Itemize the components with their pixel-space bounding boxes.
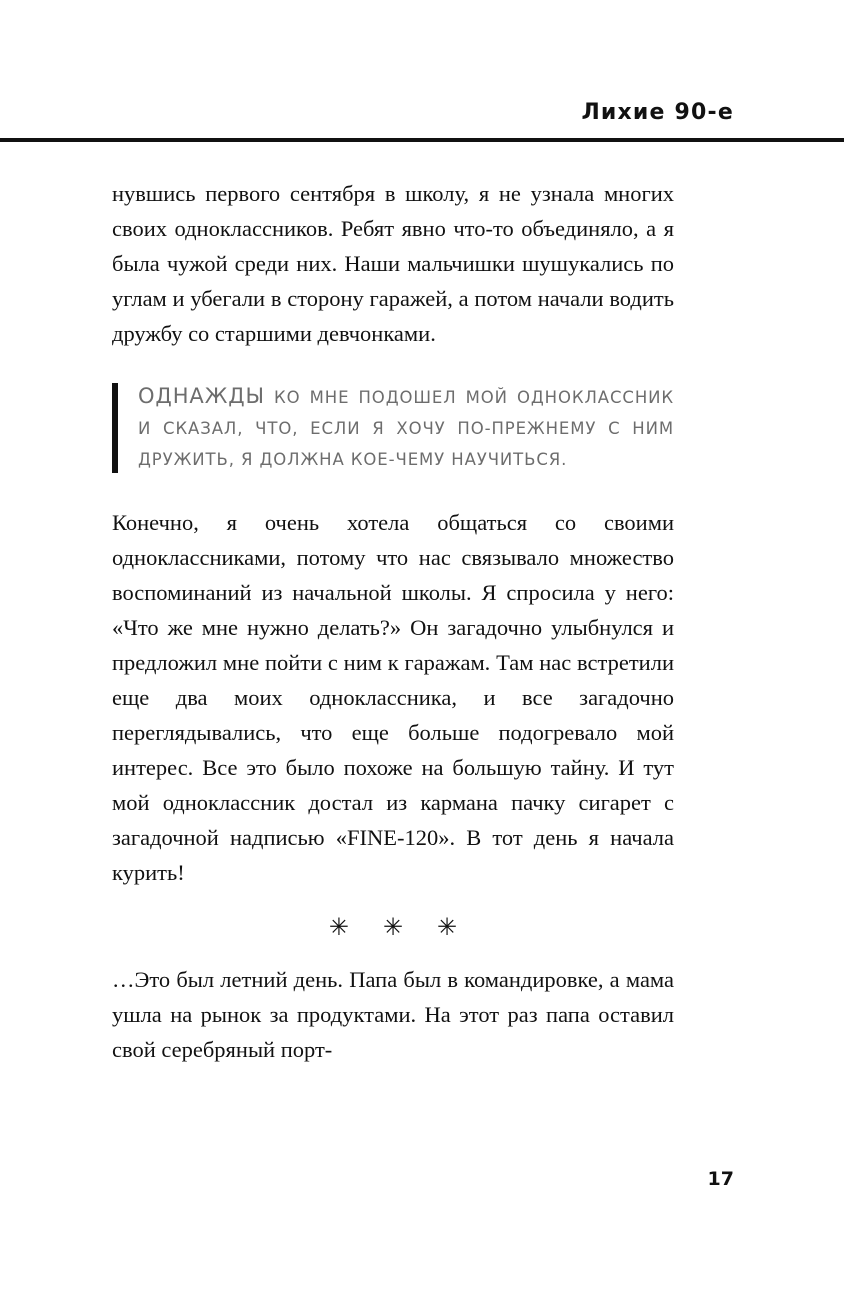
header-rule xyxy=(0,138,844,142)
spacer xyxy=(112,944,674,962)
pull-quote xyxy=(112,381,674,475)
paragraph-main: Конечно, я очень хотела общаться со своими одноклассниками, потому что нас связывало множество воспоминаний из начальной школы. Я спросила у него: «Что же мне нужно делать?» Он загадочно улыбнулся и предложил мне пойти с ним к гаражам. Там нас встретили еще два моих одноклассника, и все загадочно переглядывались, что еще больше подогревало мой интерес. Все это было похоже на большую тайну. И тут мой одноклассник достал из кармана пачку сигарет с загадочной надписью «FINE-120». В тот день я начала курить! xyxy=(112,510,674,885)
paragraph-continued: нувшись первого сентября в школу, я не узнала многих своих одноклассников. Ребят явно что-то объединяло, а я была чужой среди них. Наши мальчишки шушукались по углам и убегали в сторону гаражей, а потом начали водить дружбу со старшими девчонками. xyxy=(112,181,674,346)
pull-quote-bar xyxy=(112,383,118,473)
pull-quote-text xyxy=(138,381,674,475)
page-content xyxy=(112,176,674,1067)
spacer xyxy=(112,890,674,912)
running-head xyxy=(0,100,844,148)
running-head-title: Лихие 90-е xyxy=(581,100,734,125)
section-separator: ✳ ✳ ✳ xyxy=(328,915,472,941)
page-number: 17 xyxy=(707,1168,734,1190)
pull-quote-lead-word: ОДНАЖДЫ xyxy=(138,384,265,408)
spacer xyxy=(112,475,674,505)
paragraph-new-section: …Это был летний день. Папа был в командировке, а мама ушла на рынок за продуктами. На этот раз папа оставил свой серебряный порт- xyxy=(112,967,674,1062)
pull-quote-body: КО МНЕ ПОДОШЕЛ МОЙ ОДНОКЛАССНИК И СКАЗАЛ, ЧТО, ЕСЛИ Я ХОЧУ ПО-ПРЕЖНЕМУ С НИМ ДРУЖИТЬ, Я ДОЛЖНА КОЕ-ЧЕМУ НАУЧИТЬСЯ. xyxy=(138,388,674,469)
spacer xyxy=(112,351,674,381)
